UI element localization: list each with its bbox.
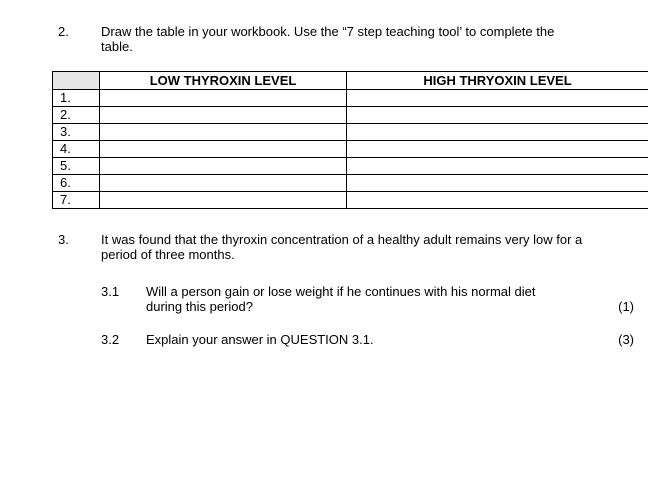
subquestion-3-1-line-1: Will a person gain or lose weight if he continues with his normal diet (146, 284, 536, 299)
table-header-low-thyroxin: LOW THYROXIN LEVEL (100, 72, 347, 90)
subquestion-3-2-number: 3.2 (101, 332, 120, 347)
subquestion-3-1-marks: (1) (618, 299, 634, 314)
table-header-row (53, 72, 648, 90)
table-row (53, 141, 648, 158)
table-row-number: 2. (53, 107, 100, 124)
question-2-line-2: table. (101, 39, 133, 54)
table-cell-high (347, 107, 648, 124)
question-3-text (101, 232, 582, 262)
table-row-number: 1. (53, 90, 100, 107)
table-row (53, 175, 648, 192)
subquestion-3-1-text (146, 284, 535, 314)
subquestion-3-2-text: Explain your answer in QUESTION 3.1. (146, 332, 374, 347)
question-2-text (101, 24, 554, 54)
table-row-number: 7. (53, 192, 100, 209)
table-row-number: 4. (53, 141, 100, 158)
table-row (53, 192, 648, 209)
table-cell-low (100, 90, 347, 107)
table-cell-low (100, 141, 347, 158)
table-header-corner (53, 72, 100, 90)
question-2-line-1: Draw the table in your workbook. Use the “7 step teaching tool’ to complete the (101, 24, 555, 39)
question-3-line-1: It was found that the thyroxin concentration of a healthy adult remains very low for a (101, 232, 583, 247)
table-cell-low (100, 107, 347, 124)
question-3-line-2: period of three months. (101, 247, 235, 262)
table-cell-high (347, 158, 648, 175)
table-row-number: 5. (53, 158, 100, 175)
table-cell-high (347, 175, 648, 192)
table-cell-low (100, 192, 347, 209)
table-row (53, 158, 648, 175)
table-cell-high (347, 192, 648, 209)
table-row-number: 3. (53, 124, 100, 141)
table-header-high-thyroxin: HIGH THRYOXIN LEVEL (347, 72, 648, 90)
subquestion-3-1-number: 3.1 (101, 284, 120, 299)
table-row-number: 6. (53, 175, 100, 192)
table-row (53, 90, 648, 107)
table-cell-high (347, 124, 648, 141)
table-cell-low (100, 175, 347, 192)
table-cell-high (347, 141, 648, 158)
subquestion-3-1-line-2: during this period? (146, 299, 253, 314)
table-row (53, 124, 648, 141)
table-row (53, 107, 648, 124)
subquestion-3-2-marks: (3) (618, 332, 634, 347)
table-cell-low (100, 124, 347, 141)
thyroxin-answer-table (52, 71, 648, 209)
question-2-number: 2. (58, 24, 69, 39)
table-cell-high (347, 90, 648, 107)
table-cell-low (100, 158, 347, 175)
question-3-number: 3. (58, 232, 69, 247)
